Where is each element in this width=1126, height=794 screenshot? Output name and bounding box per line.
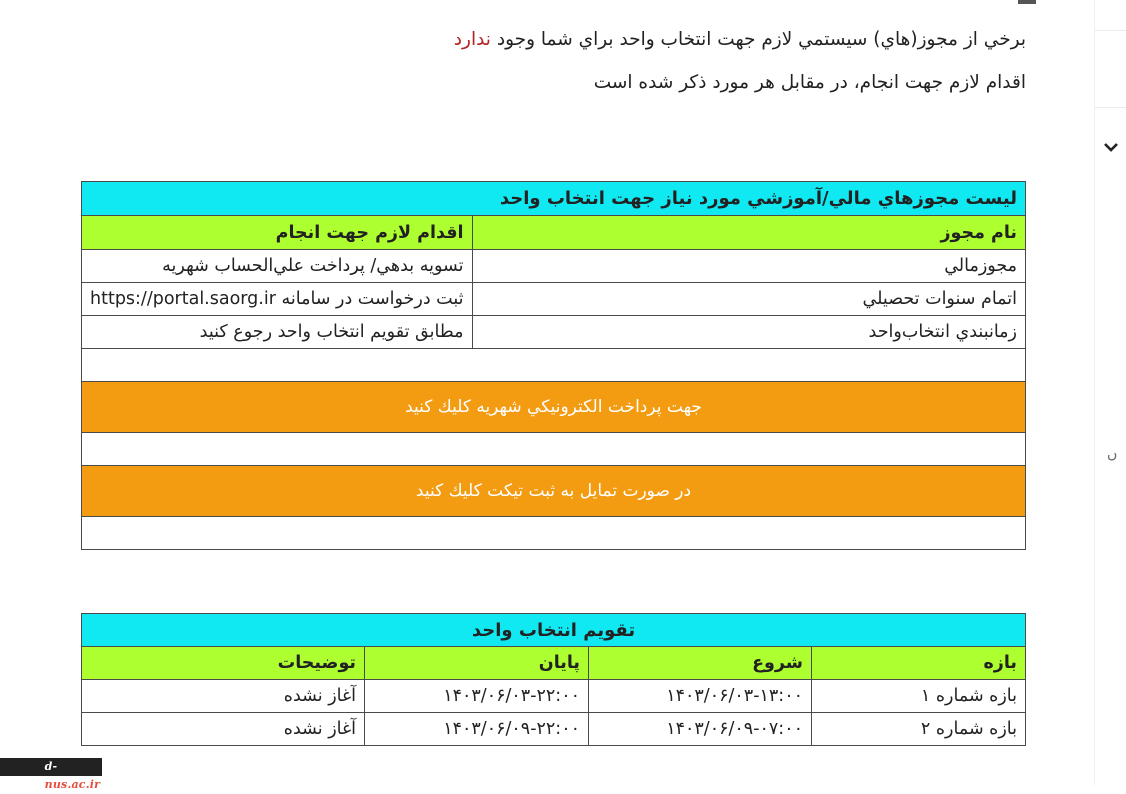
license-name: مجوزمالي [472,250,1025,283]
table-row [82,680,1026,713]
header-description: توضيحات [82,647,365,680]
period-description: آغاز نشده [82,713,365,746]
table-row [82,250,1026,283]
table-row [82,713,1026,746]
message-text: برخي از مجوز(هاي) سيستمي لازم جهت انتخاب واحد براي شما وجود [496,29,1026,50]
stray-glyph: ں [1107,446,1118,462]
period-description: آغاز نشده [82,680,365,713]
period-end: ۱۴۰۳/۰۶/۰۳-۲۲:۰۰ [365,680,589,713]
spacer-row [82,517,1026,550]
required-action: مطابق تقويم انتخاب واحد رجوع كنيد [82,316,473,349]
sidebar-panel [1095,30,1126,108]
missing-license-message [454,29,1026,50]
calendar-table [81,613,1026,746]
right-sidebar [1094,0,1126,785]
chevron-down-icon[interactable] [1103,136,1119,156]
header-period: بازه [812,647,1026,680]
required-action: ثبت درخواست در سامانه https://portal.saorg.ir [82,283,473,316]
spacer-row [82,349,1026,382]
top-edge-bar [1018,0,1036,4]
period-end: ۱۴۰۳/۰۶/۰۹-۲۲:۰۰ [365,713,589,746]
missing-highlight: ندارد [453,29,491,50]
licenses-table [81,181,1026,550]
submit-ticket-button[interactable]: در صورت تمايل به ثبت تيكت كليك كنيد [82,466,1026,517]
header-required-action: اقدام لازم جهت انجام [82,216,473,250]
required-action: تسويه بدهي/ پرداخت علي‌الحساب شهريه [82,250,473,283]
header-end: پايان [365,647,589,680]
period-name: بازه شماره ۲ [812,713,1026,746]
licenses-table-title: ليست مجوزهاي مالي/آموزشي مورد نياز جهت انتخاب واحد [82,182,1026,216]
spacer-row [82,433,1026,466]
header-license-name: نام مجوز [472,216,1025,250]
license-name: اتمام سنوات تحصيلي [472,283,1025,316]
license-name: زمانبندي انتخاب‌واحد [472,316,1025,349]
table-row [82,283,1026,316]
period-start: ۱۴۰۳/۰۶/۰۹-۰۷:۰۰ [589,713,812,746]
period-start: ۱۴۰۳/۰۶/۰۳-۱۳:۰۰ [589,680,812,713]
header-start: شروع [589,647,812,680]
site-watermark: d-shiraz.nus.ac.ir [1,760,101,791]
table-row [82,316,1026,349]
pay-tuition-button[interactable]: جهت پرداخت الكترونيكي شهريه كليك كنيد [82,382,1026,433]
calendar-table-title: تقويم انتخاب واحد [82,614,1026,647]
action-note: اقدام لازم جهت انجام، در مقابل هر مورد ذكر شده است [593,72,1026,93]
period-name: بازه شماره ۱ [812,680,1026,713]
